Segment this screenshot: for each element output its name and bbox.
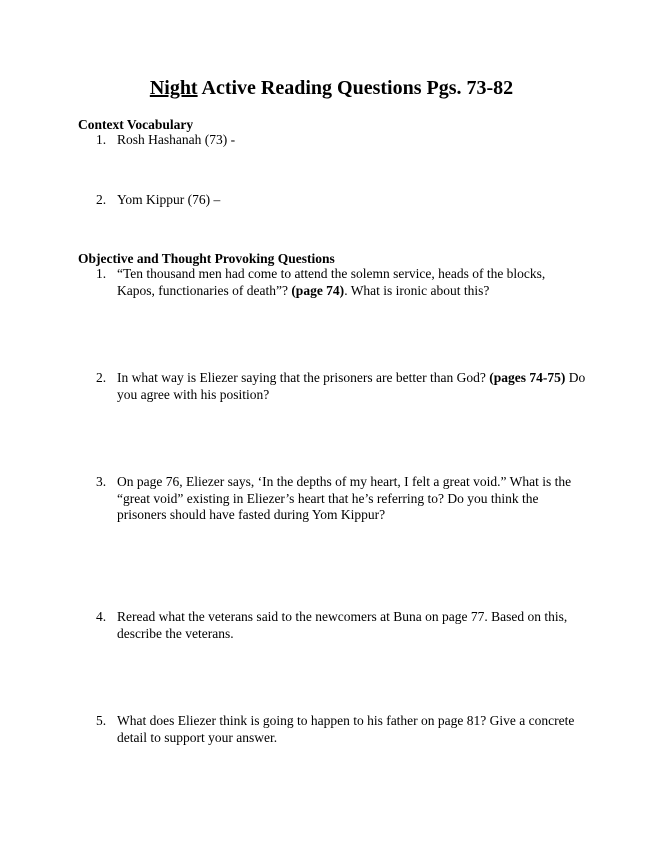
question-text: What does Eliezer think is going to happen to his father on page 81? Give a concrete detail to support your answer.: [117, 713, 575, 745]
book-title: Night: [149, 77, 198, 99]
question-text: Reread what the veterans said to the newcomers at Buna on page 77. Based on this, describe the veterans.: [117, 609, 568, 641]
title-rest: Active Reading Questions Pgs. 73-82: [197, 77, 514, 99]
item-number: 4.: [96, 609, 107, 624]
section-heading-vocabulary: Context Vocabulary: [78, 117, 194, 132]
item-number: 1.: [96, 266, 107, 281]
page-title: [0, 76, 663, 100]
question-text: In what way is Eliezer saying that the prisoners are better than God? (pages 74-75) Do you agree with his position?: [117, 370, 586, 402]
question-item: [96, 474, 586, 524]
section-heading-questions: Objective and Thought Provoking Questions: [78, 251, 335, 266]
item-number: 3.: [96, 474, 107, 489]
question-text: “Ten thousand men had come to attend the solemn service, heads of the blocks, Kapos, functionaries of death”? (page 74). What is ironic about this?: [117, 266, 546, 298]
item-number: 2.: [96, 370, 107, 385]
item-text: Rosh Hashanah (73) -: [117, 132, 236, 147]
question-text: On page 76, Eliezer says, ‘In the depths of my heart, I felt a great void.” What is the “great void” existing in Eliezer’s heart that he’s referring to? Do you think the prisoners should have fasted during Yom Kippur?: [117, 474, 572, 522]
vocab-item: [96, 192, 586, 209]
item-number: 5.: [96, 713, 107, 728]
item-text: Yom Kippur (76) –: [117, 192, 221, 207]
question-item: [96, 266, 586, 299]
page-reference: (pages 74-75): [489, 370, 566, 385]
vocab-item: [96, 132, 586, 149]
question-item: [96, 370, 586, 403]
question-item: [96, 713, 586, 746]
question-item: [96, 609, 586, 642]
item-number: 1.: [96, 132, 107, 147]
page-reference: (page 74): [291, 282, 345, 298]
item-number: 2.: [96, 192, 107, 207]
